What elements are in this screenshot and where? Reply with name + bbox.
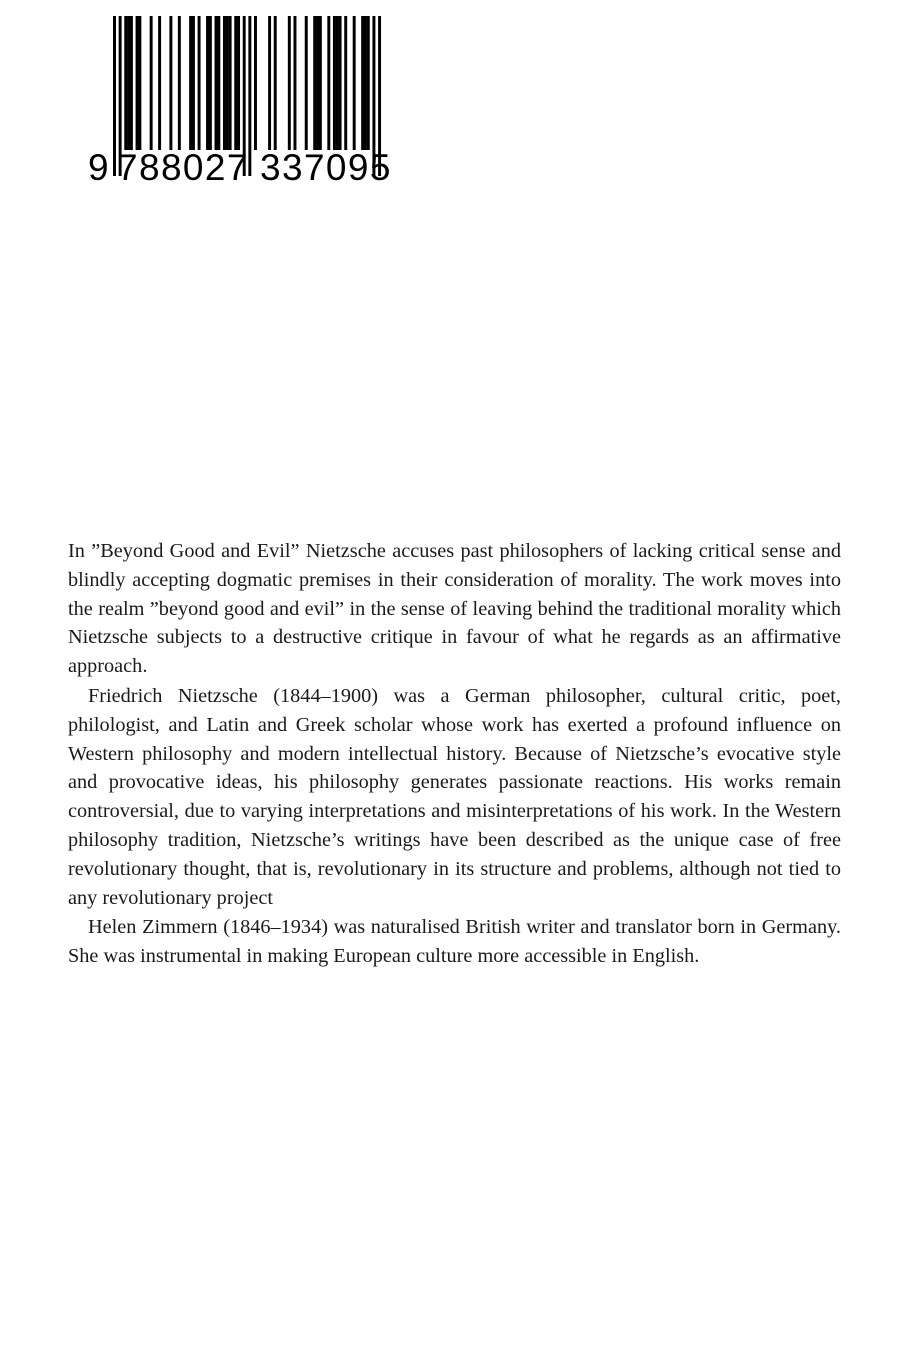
barcode-bar — [138, 16, 141, 150]
barcode-bar — [178, 16, 181, 150]
blurb-paragraph-book: In ”Beyond Good and Evil” Nietzsche accuses past philosophers of lacking critical sense and blindly accepting dogmatic premises in their consideration of morality. The work moves into the realm ”beyond good and evil” in the sense of leaving behind the traditional morality which Nietzsche subjects to a destructive critique in favour of what he regards as an affirmative approach. — [68, 540, 841, 678]
barcode-lead-digit: 9 — [88, 147, 109, 188]
barcode-bar — [192, 16, 195, 150]
barcode-bar — [234, 16, 237, 150]
barcode-bar — [217, 16, 220, 150]
barcode-bar — [198, 16, 201, 150]
barcode-bar — [364, 16, 367, 150]
barcode-bar — [127, 16, 130, 150]
barcode-bar — [150, 16, 153, 150]
barcode-bar — [274, 16, 277, 150]
barcode-bar — [237, 16, 240, 150]
barcode-bar — [254, 16, 257, 150]
barcode-bar — [336, 16, 339, 150]
back-cover-blurb — [68, 537, 841, 972]
barcode-bar — [339, 16, 342, 150]
barcode-bar — [313, 16, 316, 150]
barcode-bar — [288, 16, 291, 150]
barcode-bar — [223, 16, 226, 150]
barcode-bar — [124, 16, 127, 150]
barcode-bar — [226, 16, 229, 150]
barcode-bar — [319, 16, 322, 150]
barcode-bar — [209, 16, 212, 150]
barcode-bar — [333, 16, 336, 150]
barcode-bar — [344, 16, 347, 150]
barcode-bar — [229, 16, 232, 150]
barcode-right-group: 337095 — [260, 147, 392, 188]
blurb-paragraph-translator: Helen Zimmern (1846–1934) was naturalised British writer and translator born in Germany. She was instrumental in making European culture more accessible in English. — [68, 916, 841, 968]
barcode-digits — [88, 144, 390, 192]
barcode-bar — [353, 16, 356, 150]
barcode-bar — [305, 16, 308, 150]
barcode-bar — [206, 16, 209, 150]
barcode-bar — [136, 16, 139, 150]
barcode-bar — [293, 16, 296, 150]
barcode-bar — [158, 16, 161, 150]
barcode-bar — [189, 16, 192, 150]
barcode-left-group: 788027 — [117, 147, 249, 188]
barcode-bar — [361, 16, 364, 150]
barcode-bar — [327, 16, 330, 150]
barcode-bar — [268, 16, 271, 150]
barcode-bar — [367, 16, 370, 150]
barcode-bar — [316, 16, 319, 150]
isbn-barcode — [88, 16, 392, 188]
barcode-bar — [130, 16, 133, 150]
barcode-bar — [215, 16, 218, 150]
barcode-bar — [169, 16, 172, 150]
blurb-paragraph-author: Friedrich Nietzsche (1844–1900) was a German philosopher, cultural critic, poet, philologist, and Latin and Greek scholar whose work has exerted a profound influence on Western philosophy and modern intellectual history. Because of Nietzsche’s evocative style and provocative ideas, his philosophy generates passionate reactions. His works remain controversial, due to varying interpretations and misinterpretations of his work. In the Western philosophy tradition, Nietzsche’s writings have been described as the unique case of free revolutionary thought, that is, revolutionary in its structure and problems, although not tied to any revolutionary project — [68, 684, 841, 909]
